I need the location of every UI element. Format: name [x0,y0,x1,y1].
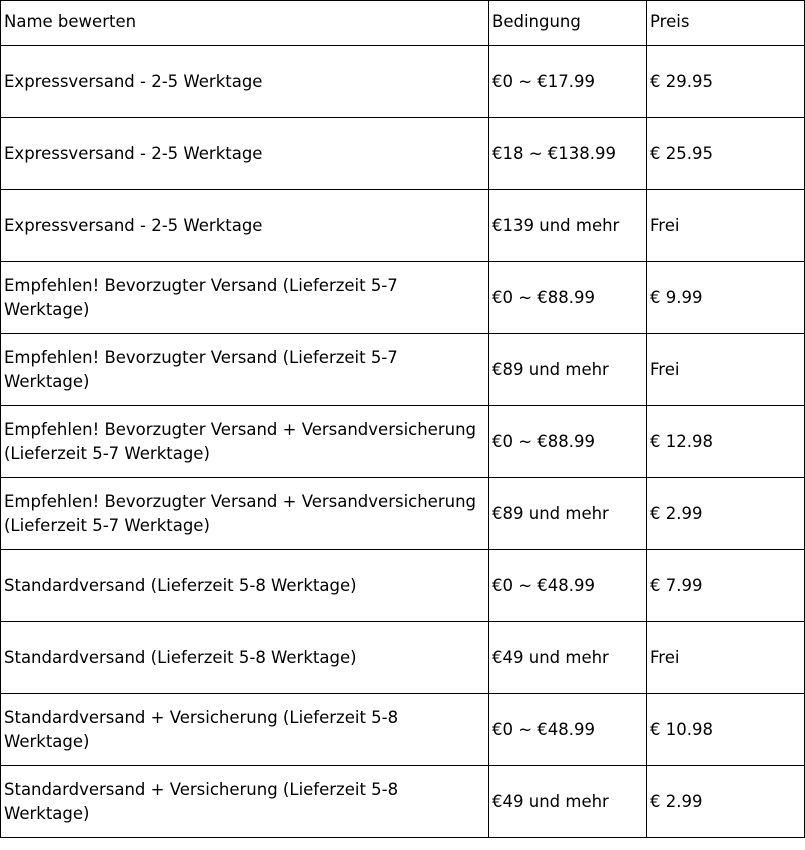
table-row [1,334,805,406]
cell-condition: €139 und mehr [489,190,647,262]
cell-price: € 9.99 [647,262,805,334]
cell-name: Empfehlen! Bevorzugter Versand (Lieferzeit 5-7 Werktage) [1,334,489,406]
cell-name: Standardversand + Versicherung (Lieferzeit 5-8 Werktage) [1,766,489,838]
table-row [1,766,805,838]
cell-condition: €0 ~ €88.99 [489,406,647,478]
cell-price: € 7.99 [647,550,805,622]
cell-price: € 12.98 [647,406,805,478]
cell-name: Expressversand - 2-5 Werktage [1,190,489,262]
cell-name: Standardversand (Lieferzeit 5-8 Werktage) [1,550,489,622]
table-row [1,478,805,550]
cell-name: Expressversand - 2-5 Werktage [1,46,489,118]
table-row [1,694,805,766]
cell-condition: €0 ~ €48.99 [489,694,647,766]
cell-price: Frei [647,190,805,262]
cell-price: € 2.99 [647,766,805,838]
header-name: Name bewerten [1,1,489,46]
cell-name: Standardversand + Versicherung (Lieferzeit 5-8 Werktage) [1,694,489,766]
table-row [1,262,805,334]
table-row [1,46,805,118]
cell-price: € 10.98 [647,694,805,766]
cell-condition: €0 ~ €88.99 [489,262,647,334]
cell-price: Frei [647,622,805,694]
table-row [1,190,805,262]
cell-name: Empfehlen! Bevorzugter Versand (Lieferzeit 5-7 Werktage) [1,262,489,334]
cell-price: € 2.99 [647,478,805,550]
table-row [1,550,805,622]
cell-condition: €18 ~ €138.99 [489,118,647,190]
cell-name: Expressversand - 2-5 Werktage [1,118,489,190]
header-price: Preis [647,1,805,46]
cell-price: € 25.95 [647,118,805,190]
cell-condition: €49 und mehr [489,622,647,694]
cell-price: Frei [647,334,805,406]
cell-name: Empfehlen! Bevorzugter Versand + Versandversicherung (Lieferzeit 5-7 Werktage) [1,406,489,478]
cell-condition: €49 und mehr [489,766,647,838]
table-row [1,406,805,478]
table-header-row [1,1,805,46]
cell-condition: €0 ~ €48.99 [489,550,647,622]
header-condition: Bedingung [489,1,647,46]
table-row [1,118,805,190]
cell-name: Standardversand (Lieferzeit 5-8 Werktage) [1,622,489,694]
cell-name: Empfehlen! Bevorzugter Versand + Versandversicherung (Lieferzeit 5-7 Werktage) [1,478,489,550]
cell-price: € 29.95 [647,46,805,118]
cell-condition: €0 ~ €17.99 [489,46,647,118]
table-row [1,622,805,694]
cell-condition: €89 und mehr [489,334,647,406]
cell-condition: €89 und mehr [489,478,647,550]
